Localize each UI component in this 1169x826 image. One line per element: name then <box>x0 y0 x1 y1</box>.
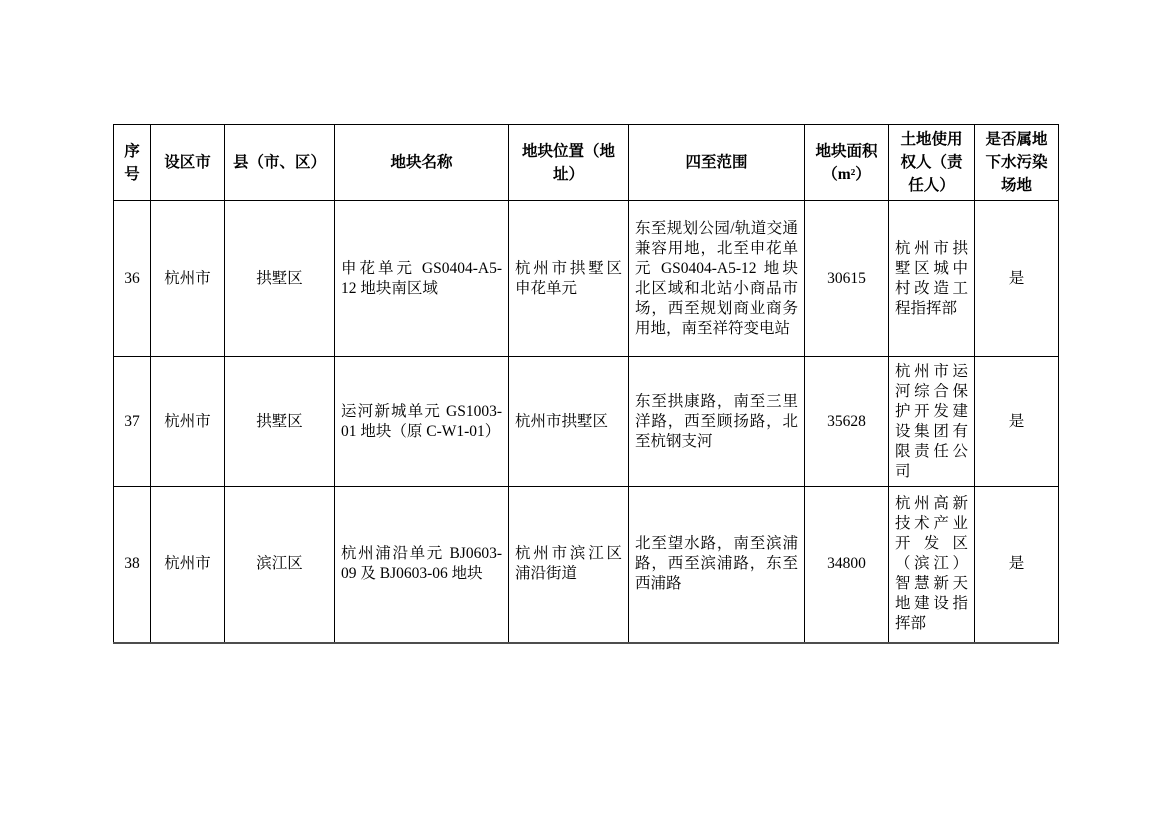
header-city: 设区市 <box>151 125 225 201</box>
header-groundwater-pollution-site: 是否属地下水污染场地 <box>975 125 1059 201</box>
cell-serial-number: 37 <box>114 357 151 487</box>
cell-parcel-area: 34800 <box>805 487 889 643</box>
cell-county-district: 拱墅区 <box>225 357 335 487</box>
cell-county-district: 拱墅区 <box>225 201 335 357</box>
cell-parcel-location: 杭州市拱墅区申花单元 <box>509 201 629 357</box>
header-land-rights-holder: 土地使用权人（责任人） <box>889 125 975 201</box>
header-serial-number: 序号 <box>114 125 151 201</box>
table-row <box>114 201 1059 357</box>
header-parcel-area: 地块面积（m²） <box>805 125 889 201</box>
cell-serial-number: 36 <box>114 201 151 357</box>
cell-land-rights-holder: 杭州市运河综合保护开发建设集团有限责任公司 <box>889 357 975 487</box>
cell-groundwater-pollution-site: 是 <box>975 201 1059 357</box>
cell-groundwater-pollution-site: 是 <box>975 357 1059 487</box>
cell-parcel-area: 35628 <box>805 357 889 487</box>
cell-land-rights-holder: 杭州高新技术产业开发区（滨江）智慧新天地建设指挥部 <box>889 487 975 643</box>
cell-serial-number: 38 <box>114 487 151 643</box>
table-row <box>114 357 1059 487</box>
cell-boundaries: 北至望水路，南至滨浦路，西至滨浦路，东至西浦路 <box>629 487 805 643</box>
cell-city: 杭州市 <box>151 357 225 487</box>
land-parcel-table <box>113 124 1059 644</box>
cell-city: 杭州市 <box>151 201 225 357</box>
header-parcel-name: 地块名称 <box>335 125 509 201</box>
header-boundaries: 四至范围 <box>629 125 805 201</box>
header-county-district: 县（市、区） <box>225 125 335 201</box>
cell-boundaries: 东至规划公园/轨道交通兼容用地，北至申花单元 GS0404-A5-12 地块北区域和北站小商品市场，西至规划商业商务用地，南至祥符变电站 <box>629 201 805 357</box>
cell-parcel-location: 杭州市滨江区浦沿街道 <box>509 487 629 643</box>
cell-city: 杭州市 <box>151 487 225 643</box>
cell-parcel-location: 杭州市拱墅区 <box>509 357 629 487</box>
cell-parcel-name: 运河新城单元 GS1003-01 地块（原 C-W1-01） <box>335 357 509 487</box>
cell-parcel-name: 申花单元 GS0404-A5-12 地块南区域 <box>335 201 509 357</box>
cell-parcel-name: 杭州浦沿单元 BJ0603-09 及 BJ0603-06 地块 <box>335 487 509 643</box>
cell-parcel-area: 30615 <box>805 201 889 357</box>
cell-county-district: 滨江区 <box>225 487 335 643</box>
cell-boundaries: 东至拱康路，南至三里洋路，西至顾扬路，北至杭钢支河 <box>629 357 805 487</box>
header-parcel-location: 地块位置（地址） <box>509 125 629 201</box>
table-row <box>114 487 1059 643</box>
cell-land-rights-holder: 杭州市拱墅区城中村改造工程指挥部 <box>889 201 975 357</box>
table-header-row <box>114 125 1059 201</box>
cell-groundwater-pollution-site: 是 <box>975 487 1059 643</box>
